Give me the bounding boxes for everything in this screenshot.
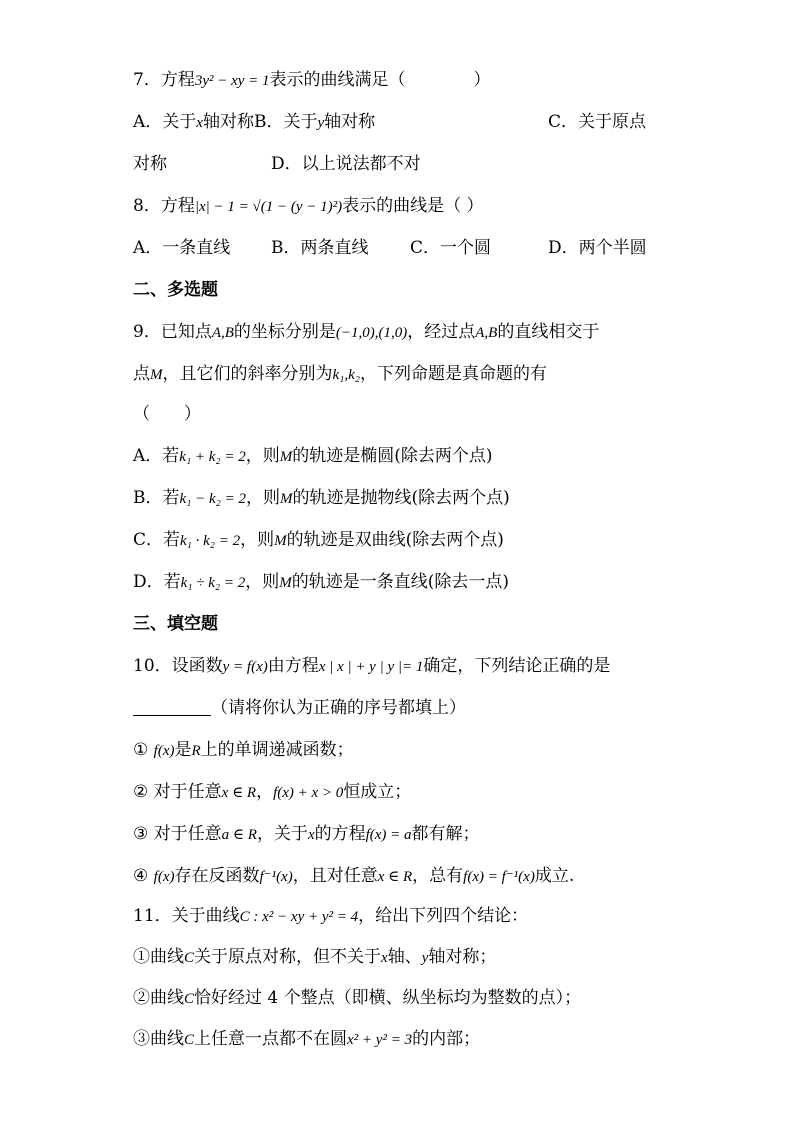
q10-i4-d: 成立.: [534, 866, 575, 886]
q10-instruction: （请将你认为正确的序号都填上）: [211, 698, 466, 718]
q11-c2-C: C: [184, 991, 195, 1007]
q11-c3-a: ③曲线: [133, 1029, 184, 1049]
q7-optD: D．以上说法都不对: [271, 154, 421, 174]
q10-i2-c: 恒成立；: [343, 782, 412, 802]
q9-M: M: [150, 367, 163, 383]
q11-c2-a: ②曲线: [133, 988, 184, 1008]
q10-i1-R: R: [191, 743, 201, 759]
q10-i4-f: f(x): [153, 869, 175, 885]
q11-stem: [133, 904, 528, 929]
q11-curve: C : x² − xy + y² = 4: [239, 909, 359, 925]
q7-optC: C．关于原点: [548, 112, 647, 132]
q9-optC: [133, 528, 504, 553]
q11-c3-c: 的内部；: [412, 1029, 481, 1049]
q10-i4-b: ，且对任意: [292, 866, 378, 886]
q9-coords: (−1,0),(1,0): [335, 325, 408, 341]
q9-optD: [133, 570, 509, 595]
q10-i4-eq: f(x) = f⁻¹(x): [463, 869, 535, 885]
q9-optB-tail: 的轨迹是抛物线(除去两个点): [292, 488, 510, 508]
q11-c1-x: x: [381, 950, 388, 966]
q7-optB-tail: 轴对称: [324, 112, 376, 132]
q10-i2-eq: f(x) + x > 0: [273, 785, 344, 801]
q9-optB-eq: k₁ − k₂ = 2: [179, 491, 246, 507]
q9-c: ，经过点: [407, 322, 476, 342]
q11-c3-C: C: [184, 1032, 195, 1048]
q9-optD-tail: 的轨迹是一条直线(除去一点): [291, 572, 510, 592]
section3-heading: 三、填空题: [133, 614, 218, 634]
q11-conclusion2: [133, 986, 581, 1011]
q7-prefix: 7．方程: [133, 70, 195, 90]
q11-a: 11．关于曲线: [133, 906, 240, 926]
q9-optD-post: ，则: [245, 572, 280, 592]
q10-i1-f: f(x): [153, 743, 175, 759]
q10-i4-x: x ∈ R: [377, 869, 413, 885]
q9-pts2: A,B: [475, 325, 498, 341]
q10-stem-line1: [133, 654, 610, 679]
q8-suffix: 表示的曲线是（ ）: [342, 196, 484, 216]
q9-slopes: k₁,k₂: [332, 367, 360, 383]
q9-optA-post: ，则: [245, 446, 280, 466]
q8-stem: [133, 194, 484, 219]
q10-i1-a: 是: [174, 740, 192, 760]
q7-optA: A．关于: [133, 112, 197, 132]
q11-c1-c: 轴、: [387, 947, 422, 967]
q8-optA: A．一条直线: [133, 238, 231, 258]
q9-g: ，下列命题是真命题的有: [360, 364, 547, 384]
q10-i4-a: 存在反函数: [174, 866, 260, 886]
q9-optC-post: ，则: [240, 530, 275, 550]
q9-pts: A,B: [211, 325, 234, 341]
q9-stem-line1: [133, 320, 599, 345]
q10-a: 10．设函数: [133, 656, 223, 676]
q10-i3-a: 对于任意: [153, 824, 222, 844]
q8-prefix: 8．方程: [133, 196, 195, 216]
q9-optB-pre: B．若: [133, 488, 180, 508]
q11-c2-b: 恰好经过 4 个整点（即横、纵坐标均为整数的点）；: [194, 988, 582, 1008]
q11-conclusion3: [133, 1027, 480, 1052]
section2-heading: 二、多选题: [133, 280, 218, 300]
q11-c3-b: 上任意一点都不在圆: [194, 1029, 348, 1049]
q9-optA-tail: 的轨迹是椭圆(除去两个点): [292, 446, 493, 466]
q11-conclusion1: [133, 945, 496, 970]
q9-optA: [133, 444, 493, 469]
q8-optC: C．一个圆: [410, 238, 492, 258]
q10-i2-num: ②: [133, 782, 149, 802]
q7-optA-var: x: [196, 115, 203, 131]
q10-i2-a: 对于任意: [153, 782, 222, 802]
q7-suffix: 表示的曲线满足（ ）: [269, 70, 491, 90]
q9-paren: （ ）: [133, 404, 201, 424]
q10-item2: [133, 780, 411, 805]
q10-func: y = f(x): [222, 659, 268, 675]
q9-b: 的坐标分别是: [233, 322, 336, 342]
q8-equation: |x| − 1 = √(1 − (y − 1)²): [194, 199, 343, 215]
q10-item1: [133, 738, 354, 763]
q9-d: 的直线相交于: [497, 322, 600, 342]
q10-eq: x | x | + y | y |= 1: [318, 659, 424, 675]
q7-optA-tail: 轴对称: [202, 112, 254, 132]
q10-i3-eq: f(x) = a: [365, 827, 412, 843]
q10-i2-b: ，: [256, 782, 274, 802]
q10-i3-c: 的方程: [314, 824, 366, 844]
q7-stem: [133, 68, 491, 93]
q10-i4-c: ，总有: [412, 866, 464, 886]
q11-c1-d: 轴对称；: [428, 947, 497, 967]
q10-item3: [133, 822, 480, 847]
q10-b: 由方程: [267, 656, 319, 676]
q9-f: ，且它们的斜率分别为: [162, 364, 333, 384]
q10-i4-num: ④: [133, 866, 149, 886]
q8-optD: D．两个半圆: [548, 238, 647, 258]
q10-answer-blank[interactable]: [133, 697, 211, 716]
q10-i3-x: x: [307, 827, 315, 843]
q10-i3-num: ③: [133, 824, 149, 844]
q11-c1-b: 关于原点对称，但不关于: [194, 947, 382, 967]
q11-c3-eq: x² + y² = 3: [347, 1032, 413, 1048]
q9-optA-pre: A．若: [133, 446, 180, 466]
q10-c: 确定，下列结论正确的是: [423, 656, 611, 676]
q10-stem-line2: [133, 696, 466, 720]
q11-c1-a: ①曲线: [133, 947, 184, 967]
q9-optC-eq: k₁ · k₂ = 2: [180, 533, 241, 549]
q10-i3-a2: a ∈ R: [221, 827, 257, 843]
q9-optD-pre: D．若: [133, 572, 181, 592]
q9-optB-M: M: [280, 491, 293, 507]
q9-optC-tail: 的轨迹是双曲线(除去两个点): [286, 530, 504, 550]
q9-optA-M: M: [279, 449, 293, 465]
q9-optD-eq: k₁ ÷ k₂ = 2: [180, 575, 246, 591]
q9-optB: [133, 486, 510, 511]
q9-e: 点: [133, 364, 150, 384]
q10-i3-d: 都有解；: [411, 824, 480, 844]
q7-optB-var: y: [317, 115, 325, 131]
q9-stem-line2: [133, 362, 547, 387]
q11-c1-C: C: [184, 950, 195, 966]
q7-optC-cont: 对称: [133, 154, 167, 174]
q7-equation: 3y² − xy = 1: [194, 73, 270, 89]
q9-optD-M: M: [279, 575, 292, 591]
q9-optB-post: ，则: [246, 488, 280, 508]
q10-item4: [133, 864, 574, 889]
q11-c1-y: y: [421, 950, 429, 966]
q8-optB: B．两条直线: [271, 238, 369, 258]
q9-optC-pre: C．若: [133, 530, 181, 550]
q11-b: ，给出下列四个结论：: [358, 906, 529, 926]
q9-optA-eq: k₁ + k₂ = 2: [179, 449, 246, 465]
q10-i1-b: 上的单调递减函数；: [200, 740, 354, 760]
q10-i2-x: x ∈ R: [221, 785, 257, 801]
q10-i1-num: ①: [133, 740, 149, 760]
q10-i4-inv: f⁻¹(x): [259, 869, 293, 885]
q7-options-row1: [133, 110, 663, 135]
q9-a: 9．已知点: [133, 322, 212, 342]
q7-optB: B．关于: [253, 112, 318, 132]
q9-optC-M: M: [274, 533, 287, 549]
q10-i3-b: ，关于: [256, 824, 308, 844]
q7-options-row2: [133, 152, 663, 176]
